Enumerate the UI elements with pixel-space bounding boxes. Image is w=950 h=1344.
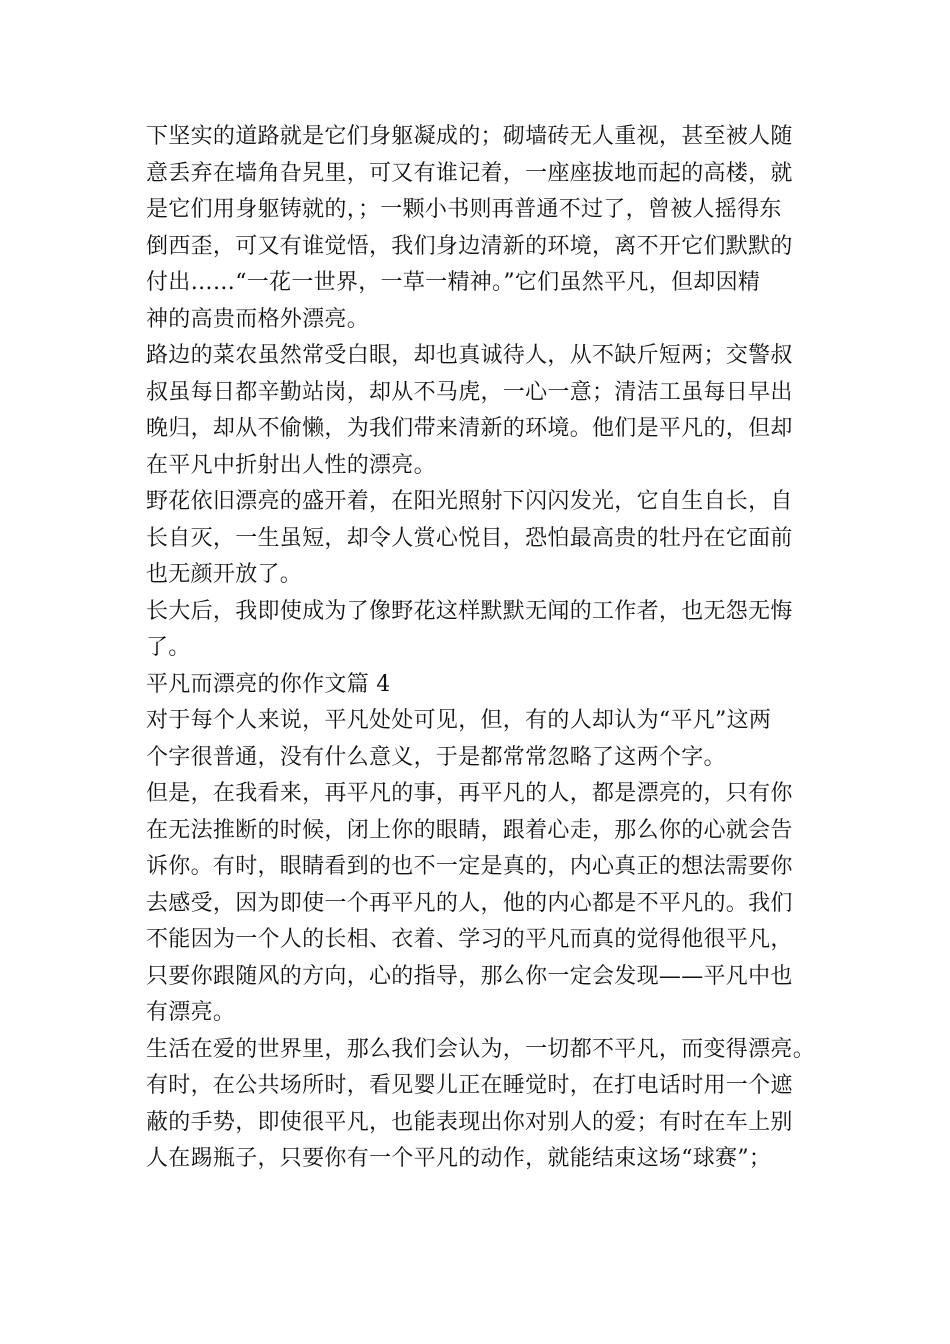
- text-line: 但是，在我看来，再平凡的事，再平凡的人，都是漂亮的，只有你: [146, 781, 793, 806]
- text-line: 诉你。有时，眼睛看到的也不一定是真的，内心真正的想法需要你: [146, 854, 793, 879]
- text-line: 人在踢瓶子，只要你有一个平凡的动作，就能结束这场“球赛”；: [146, 1146, 772, 1171]
- document-body: [146, 119, 836, 1178]
- paragraph: [146, 338, 836, 484]
- text-line: 倒西歪，可又有谁觉悟，我们身边清新的环境，离不开它们默默的: [146, 233, 793, 259]
- paragraph: [146, 703, 836, 776]
- text-line: 只要你跟随风的方向，心的指导，那么你一定会发现——平凡中也: [146, 963, 793, 989]
- text-line: 长大后，我即使成为了像野花这样默默无闻的工作者，也无怨无悔: [146, 598, 793, 624]
- text-line: 长自灭，一生虽短，却令人赏心悦目，恐怕最高贵的牡丹在它面前: [146, 525, 793, 551]
- text-line: 路边的菜农虽然常受白眼，却也真诚待人，从不缺斤短两；交警叔: [146, 343, 793, 368]
- text-line: 野花依旧漂亮的盛开着，在阳光照射下闪闪发光，它自生自长，自: [146, 489, 793, 514]
- text-line: 在无法推断的时候，闭上你的眼睛，跟着心走，那么你的心就会告: [146, 817, 793, 843]
- text-line: 在平凡中折射出人性的漂亮。: [146, 452, 436, 478]
- text-line: 蔽的手势，即使很平凡，也能表现出你对别人的爱；有时在车上别: [146, 1109, 793, 1135]
- paragraph: [146, 1032, 836, 1069]
- text-line: 了。: [146, 635, 191, 660]
- paragraph: [146, 119, 836, 338]
- text-line: 付出……“一花一世界，一草一精神。”它们虽然平凡，但却因精: [146, 270, 761, 295]
- paragraph: [146, 484, 836, 594]
- text-line: 意丢弃在墙角旮旯里，可又有谁记着，一座座拔地而起的高楼，就: [146, 160, 793, 186]
- text-line: 叔虽每日都辛勤站岗，却从不马虎，一心一意；清洁工虽每日早出: [146, 379, 793, 405]
- paragraph: [146, 1068, 836, 1178]
- paragraph: [146, 776, 836, 1032]
- text-line: 不能因为一个人的长相、衣着、学习的平凡而真的觉得他很平凡，: [146, 927, 793, 952]
- text-line: 对于每个人来说，平凡处处可见，但，有的人却认为“平凡”这两: [146, 708, 772, 733]
- text-line: 生活在爱的世界里，那么我们会认为，一切都不平凡，而变得漂亮。: [146, 1036, 816, 1062]
- text-line: 平凡而漂亮的你作文篇 4: [146, 671, 391, 697]
- text-line: 晚归，却从不偷懒，为我们带来清新的环境。他们是平凡的，但却: [146, 416, 793, 441]
- paragraph: [146, 594, 836, 667]
- text-line: 有漂亮。: [146, 1000, 236, 1025]
- section-heading: [146, 667, 836, 704]
- text-line: 个字很普通，没有什么意义，于是都常常忽略了这两个字。: [146, 744, 726, 770]
- text-line: 有时，在公共场所时，看见婴儿正在睡觉时，在打电话时用一个遮: [146, 1073, 793, 1098]
- text-line: 下坚实的道路就是它们身躯凝成的；砌墙砖无人重视，甚至被人随: [146, 124, 793, 149]
- text-line: 神的高贵而格外漂亮。: [146, 306, 370, 332]
- text-line: 去感受，因为即使一个再平凡的人，他的内心都是不平凡的。我们: [146, 890, 793, 916]
- text-line: 是它们用身躯铸就的，；一颗小书则再普通不过了，曾被人摇得东: [146, 197, 782, 222]
- text-line: 也无颜开放了。: [146, 562, 303, 587]
